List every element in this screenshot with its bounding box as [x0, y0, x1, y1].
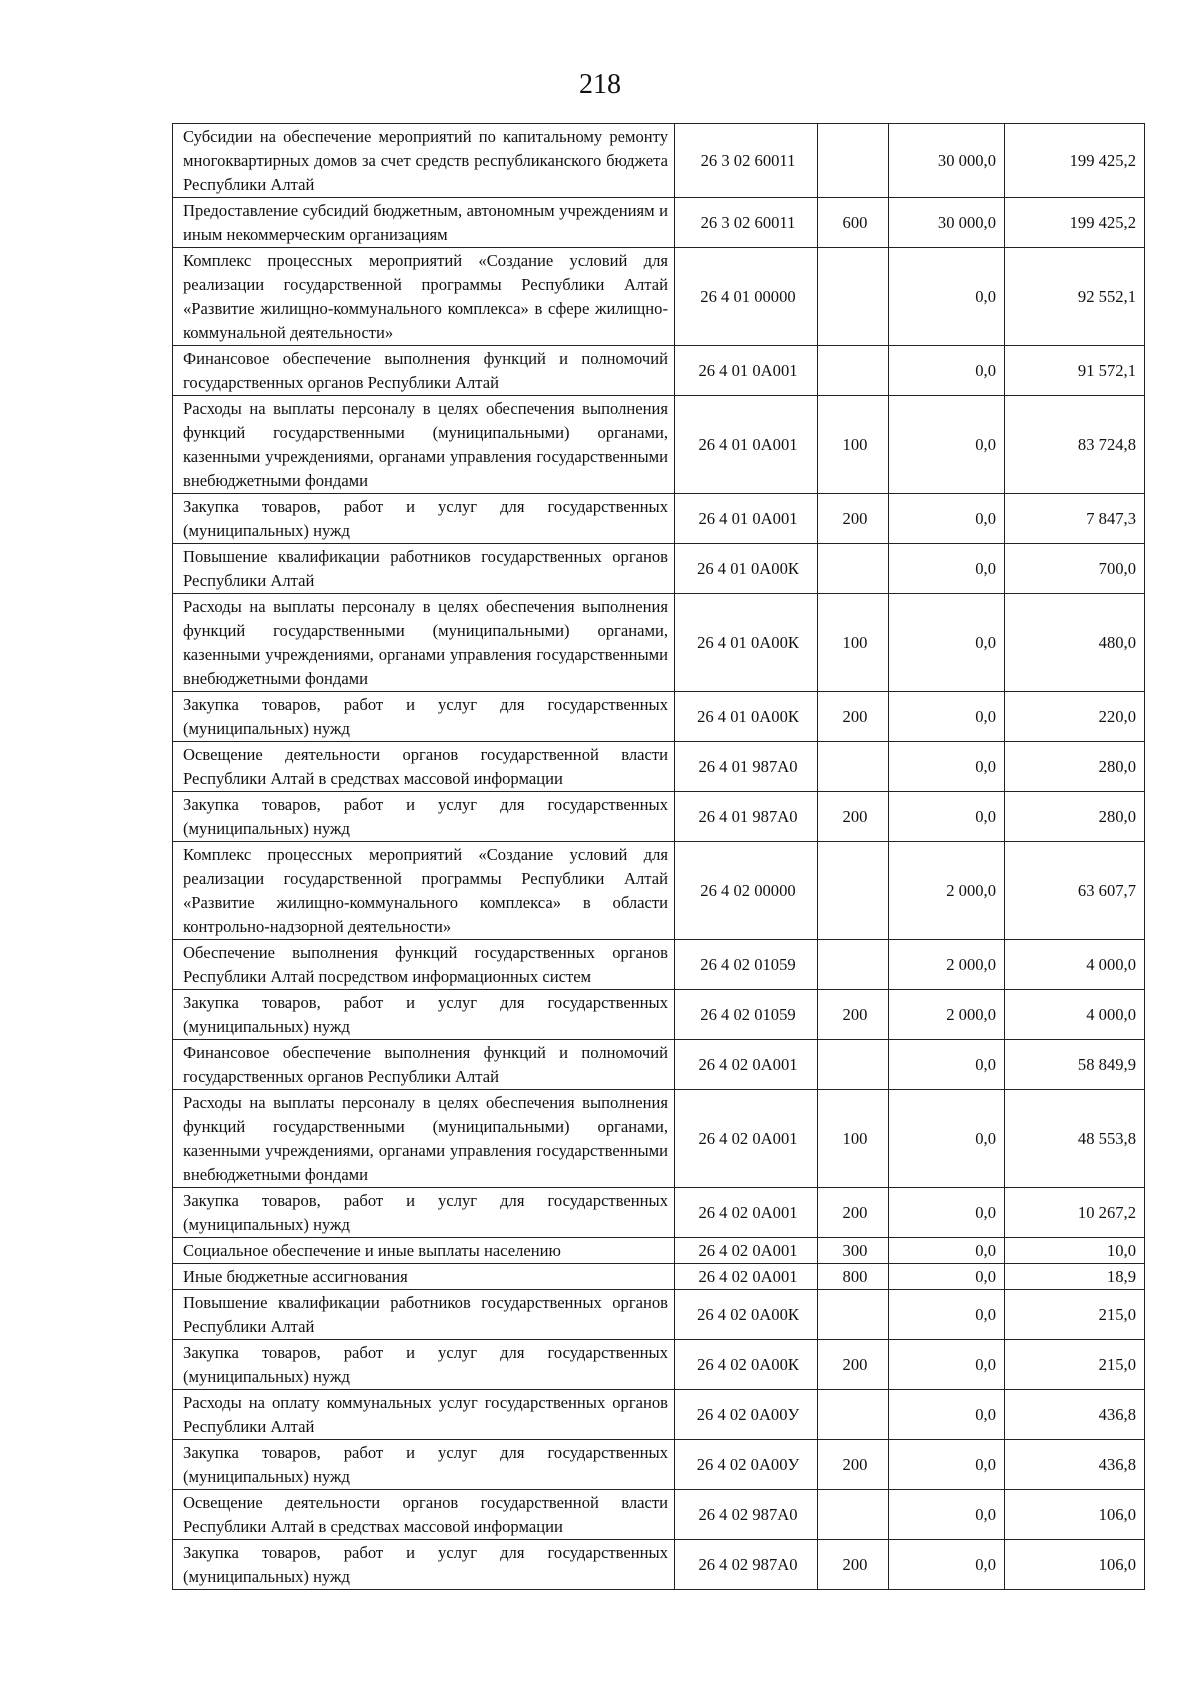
table-row: [173, 494, 1145, 544]
table-row: [173, 1290, 1145, 1340]
item-name: Закупка товаров, работ и услуг для государственных (муниципальных) нужд: [173, 494, 675, 544]
amount-2: 92 552,1: [1005, 248, 1145, 346]
amount-2: 480,0: [1005, 594, 1145, 692]
amount-1: 0,0: [889, 742, 1005, 792]
amount-2: 83 724,8: [1005, 396, 1145, 494]
expense-type: 200: [818, 692, 889, 742]
item-name: Расходы на выплаты персоналу в целях обеспечения выполнения функций государственными (муниципальными) органами, казенными учреждениями, органами управления государственными внебюджетными фондами: [173, 396, 675, 494]
item-name: Иные бюджетные ассигнования: [173, 1264, 675, 1290]
amount-2: 280,0: [1005, 742, 1145, 792]
table-row: [173, 692, 1145, 742]
target-code: 26 4 01 00000: [675, 248, 818, 346]
amount-1: 0,0: [889, 1238, 1005, 1264]
table-row: [173, 248, 1145, 346]
target-code: 26 4 01 0А00К: [675, 594, 818, 692]
amount-2: 436,8: [1005, 1440, 1145, 1490]
amount-1: 0,0: [889, 1340, 1005, 1390]
table-row: [173, 792, 1145, 842]
item-name: Расходы на выплаты персоналу в целях обеспечения выполнения функций государственными (муниципальными) органами, казенными учреждениями, органами управления государственными внебюджетными фондами: [173, 594, 675, 692]
amount-2: 48 553,8: [1005, 1090, 1145, 1188]
table-row: [173, 742, 1145, 792]
target-code: 26 4 02 0А001: [675, 1188, 818, 1238]
target-code: 26 3 02 60011: [675, 124, 818, 198]
item-name: Расходы на выплаты персоналу в целях обеспечения выполнения функций государственными (муниципальными) органами, казенными учреждениями, органами управления государственными внебюджетными фондами: [173, 1090, 675, 1188]
item-name: Обеспечение выполнения функций государственных органов Республики Алтай посредством информационных систем: [173, 940, 675, 990]
target-code: 26 4 02 0А00К: [675, 1340, 818, 1390]
target-code: 26 4 01 987А0: [675, 792, 818, 842]
table-row: [173, 1540, 1145, 1590]
expense-type: 100: [818, 594, 889, 692]
amount-1: 30 000,0: [889, 124, 1005, 198]
table-row: [173, 594, 1145, 692]
item-name: Закупка товаров, работ и услуг для государственных (муниципальных) нужд: [173, 1340, 675, 1390]
target-code: 26 4 02 987А0: [675, 1540, 818, 1590]
amount-1: 0,0: [889, 792, 1005, 842]
amount-2: 436,8: [1005, 1390, 1145, 1440]
expense-type: [818, 248, 889, 346]
table-row: [173, 1188, 1145, 1238]
target-code: 26 4 02 0А001: [675, 1090, 818, 1188]
amount-2: 106,0: [1005, 1540, 1145, 1590]
table-row: [173, 1390, 1145, 1440]
amount-1: 0,0: [889, 494, 1005, 544]
table-row: [173, 1490, 1145, 1540]
table-row: [173, 842, 1145, 940]
target-code: 26 4 01 0А001: [675, 494, 818, 544]
expense-type: [818, 1040, 889, 1090]
amount-2: 91 572,1: [1005, 346, 1145, 396]
item-name: Закупка товаров, работ и услуг для государственных (муниципальных) нужд: [173, 1540, 675, 1590]
item-name: Закупка товаров, работ и услуг для государственных (муниципальных) нужд: [173, 792, 675, 842]
expense-type: [818, 940, 889, 990]
target-code: 26 4 02 0А00У: [675, 1440, 818, 1490]
amount-1: 2 000,0: [889, 842, 1005, 940]
item-name: Повышение квалификации работников государственных органов Республики Алтай: [173, 1290, 675, 1340]
target-code: 26 4 01 987А0: [675, 742, 818, 792]
expense-type: [818, 742, 889, 792]
table-row: [173, 544, 1145, 594]
target-code: 26 4 02 01059: [675, 990, 818, 1040]
item-name: Субсидии на обеспечение мероприятий по капитальному ремонту многоквартирных домов за счет средств республиканского бюджета Республики Алтай: [173, 124, 675, 198]
amount-1: 2 000,0: [889, 940, 1005, 990]
amount-1: 0,0: [889, 692, 1005, 742]
expense-type: [818, 1290, 889, 1340]
table-row: [173, 940, 1145, 990]
budget-table-body: [173, 124, 1145, 1590]
expense-type: 200: [818, 990, 889, 1040]
item-name: Освещение деятельности органов государственной власти Республики Алтай в средствах массовой информации: [173, 742, 675, 792]
item-name: Предоставление субсидий бюджетным, автономным учреждениям и иным некоммерческим организациям: [173, 198, 675, 248]
item-name: Финансовое обеспечение выполнения функций и полномочий государственных органов Республики Алтай: [173, 1040, 675, 1090]
amount-1: 0,0: [889, 396, 1005, 494]
table-row: [173, 1440, 1145, 1490]
amount-1: 0,0: [889, 1040, 1005, 1090]
expense-type: [818, 124, 889, 198]
table-row: [173, 346, 1145, 396]
expense-type: 100: [818, 396, 889, 494]
expense-type: 600: [818, 198, 889, 248]
target-code: 26 4 02 0А001: [675, 1264, 818, 1290]
amount-2: 18,9: [1005, 1264, 1145, 1290]
item-name: Комплекс процессных мероприятий «Создание условий для реализации государственной программы Республики Алтай «Развитие жилищно-коммунального комплекса» в сфере жилищно-коммунальной деятельности»: [173, 248, 675, 346]
expense-type: [818, 346, 889, 396]
item-name: Финансовое обеспечение выполнения функций и полномочий государственных органов Республики Алтай: [173, 346, 675, 396]
amount-1: 0,0: [889, 1264, 1005, 1290]
amount-1: 0,0: [889, 1440, 1005, 1490]
expense-type: 100: [818, 1090, 889, 1188]
target-code: 26 4 02 0А00К: [675, 1290, 818, 1340]
amount-2: 58 849,9: [1005, 1040, 1145, 1090]
expense-type: 200: [818, 1340, 889, 1390]
amount-2: 215,0: [1005, 1290, 1145, 1340]
target-code: 26 4 02 0А00У: [675, 1390, 818, 1440]
amount-1: 0,0: [889, 1390, 1005, 1440]
expense-type: [818, 1390, 889, 1440]
amount-2: 199 425,2: [1005, 198, 1145, 248]
amount-1: 2 000,0: [889, 990, 1005, 1040]
amount-1: 0,0: [889, 1290, 1005, 1340]
amount-1: 0,0: [889, 1188, 1005, 1238]
expense-type: [818, 544, 889, 594]
table-row: [173, 198, 1145, 248]
expense-type: 800: [818, 1264, 889, 1290]
expense-type: 200: [818, 1188, 889, 1238]
amount-2: 10,0: [1005, 1238, 1145, 1264]
amount-1: 0,0: [889, 1490, 1005, 1540]
target-code: 26 4 02 0А001: [675, 1040, 818, 1090]
expense-type: [818, 842, 889, 940]
target-code: 26 4 01 0А001: [675, 346, 818, 396]
amount-2: 7 847,3: [1005, 494, 1145, 544]
amount-2: 199 425,2: [1005, 124, 1145, 198]
expense-type: 200: [818, 1540, 889, 1590]
amount-2: 280,0: [1005, 792, 1145, 842]
target-code: 26 4 01 0А00К: [675, 692, 818, 742]
amount-2: 220,0: [1005, 692, 1145, 742]
item-name: Закупка товаров, работ и услуг для государственных (муниципальных) нужд: [173, 692, 675, 742]
amount-2: 106,0: [1005, 1490, 1145, 1540]
item-name: Комплекс процессных мероприятий «Создание условий для реализации государственной программы Республики Алтай «Развитие жилищно-коммунального комплекса» в области контрольно-надзорной деятельности»: [173, 842, 675, 940]
table-row: [173, 396, 1145, 494]
amount-1: 0,0: [889, 248, 1005, 346]
item-name: Закупка товаров, работ и услуг для государственных (муниципальных) нужд: [173, 1188, 675, 1238]
item-name: Закупка товаров, работ и услуг для государственных (муниципальных) нужд: [173, 1440, 675, 1490]
target-code: 26 4 02 01059: [675, 940, 818, 990]
amount-2: 63 607,7: [1005, 842, 1145, 940]
expense-type: 200: [818, 1440, 889, 1490]
target-code: 26 4 02 00000: [675, 842, 818, 940]
target-code: 26 3 02 60011: [675, 198, 818, 248]
table-row: [173, 124, 1145, 198]
table-row: [173, 1238, 1145, 1264]
amount-2: 215,0: [1005, 1340, 1145, 1390]
item-name: Освещение деятельности органов государственной власти Республики Алтай в средствах массовой информации: [173, 1490, 675, 1540]
amount-1: 0,0: [889, 1540, 1005, 1590]
expense-type: 200: [818, 792, 889, 842]
page-number: 218: [579, 69, 621, 100]
amount-2: 700,0: [1005, 544, 1145, 594]
table-row: [173, 990, 1145, 1040]
target-code: 26 4 01 0А00К: [675, 544, 818, 594]
target-code: 26 4 02 0А001: [675, 1238, 818, 1264]
target-code: 26 4 02 987А0: [675, 1490, 818, 1540]
expense-type: 300: [818, 1238, 889, 1264]
amount-1: 0,0: [889, 346, 1005, 396]
amount-2: 10 267,2: [1005, 1188, 1145, 1238]
item-name: Повышение квалификации работников государственных органов Республики Алтай: [173, 544, 675, 594]
amount-1: 30 000,0: [889, 198, 1005, 248]
table-row: [173, 1040, 1145, 1090]
amount-2: 4 000,0: [1005, 990, 1145, 1040]
budget-table: [172, 123, 1145, 1590]
item-name: Расходы на оплату коммунальных услуг государственных органов Республики Алтай: [173, 1390, 675, 1440]
table-row: [173, 1340, 1145, 1390]
amount-1: 0,0: [889, 544, 1005, 594]
target-code: 26 4 01 0А001: [675, 396, 818, 494]
amount-2: 4 000,0: [1005, 940, 1145, 990]
amount-1: 0,0: [889, 1090, 1005, 1188]
expense-type: [818, 1490, 889, 1540]
amount-1: 0,0: [889, 594, 1005, 692]
table-row: [173, 1264, 1145, 1290]
table-row: [173, 1090, 1145, 1188]
item-name: Социальное обеспечение и иные выплаты населению: [173, 1238, 675, 1264]
expense-type: 200: [818, 494, 889, 544]
item-name: Закупка товаров, работ и услуг для государственных (муниципальных) нужд: [173, 990, 675, 1040]
